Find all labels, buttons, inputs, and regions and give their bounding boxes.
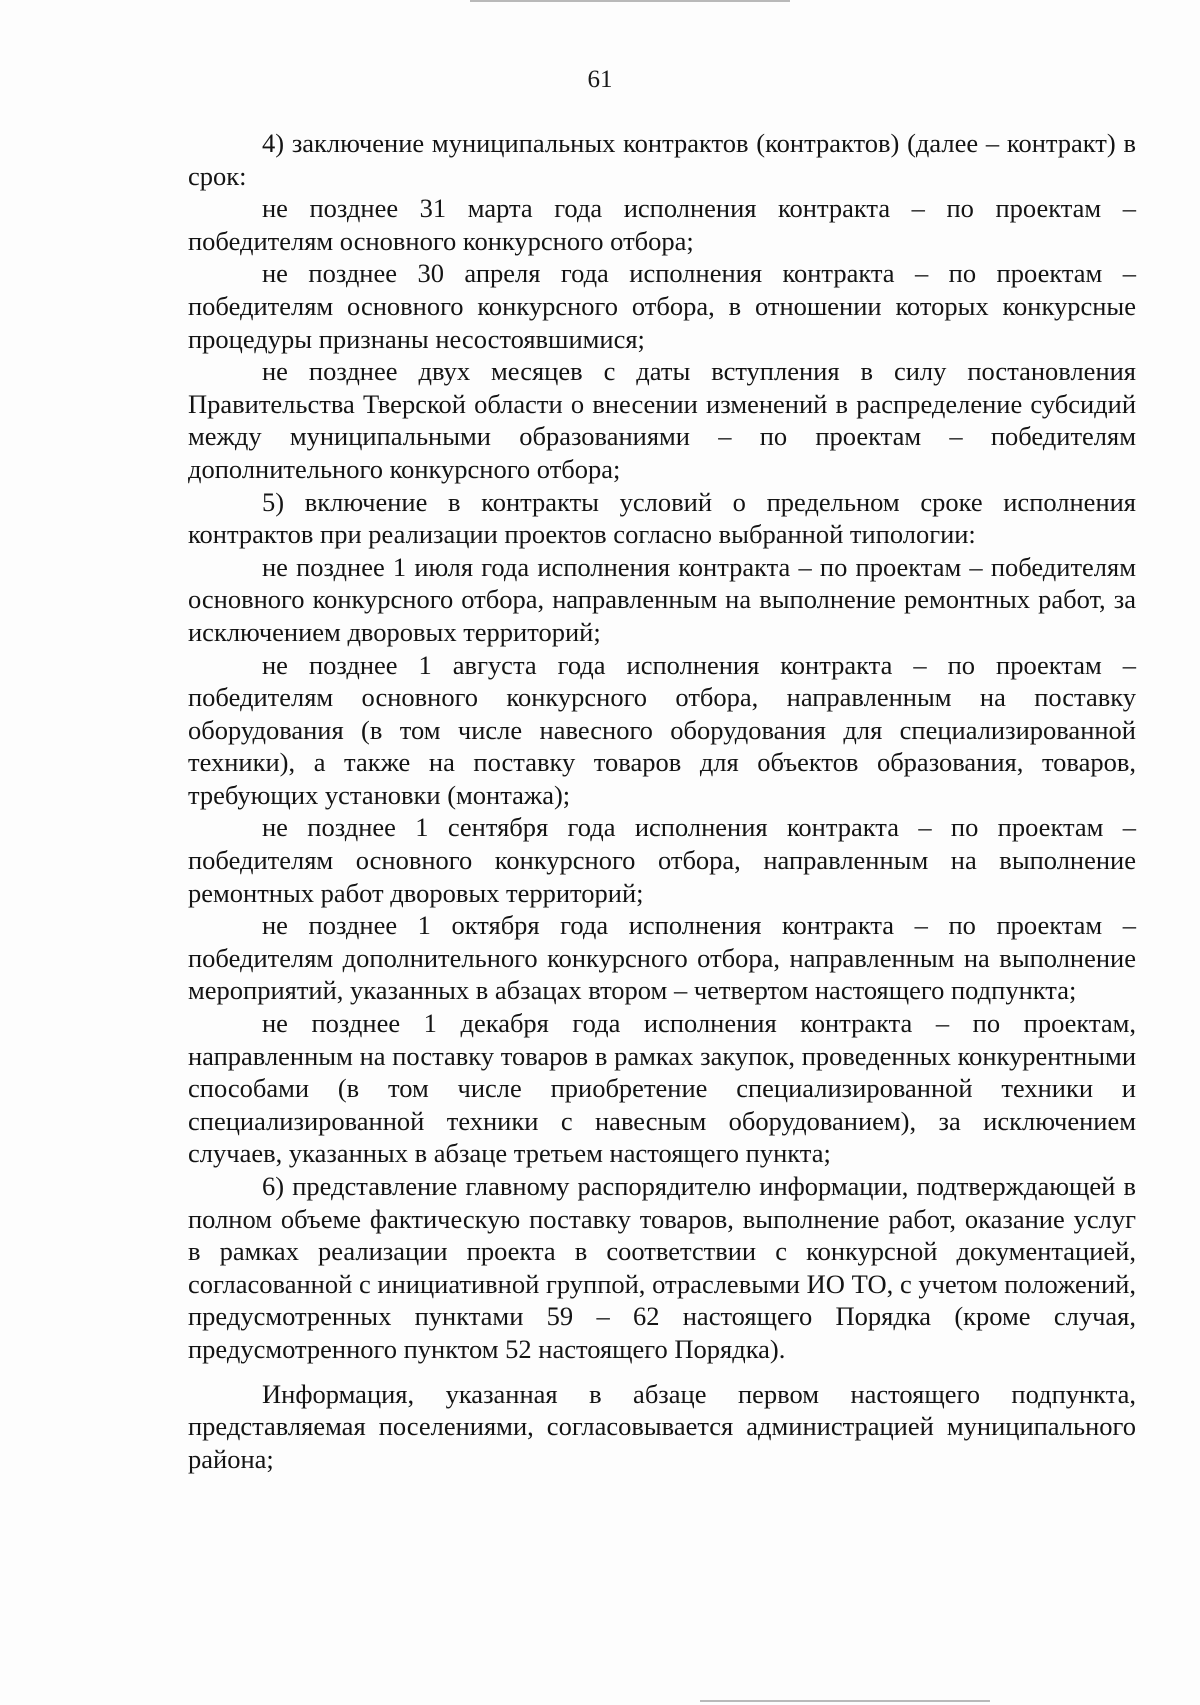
paragraph-deadline-march: не позднее 31 марта года исполнения контракта – по проектам – победителям основного конкурсного отбора; — [188, 193, 1136, 256]
paragraph-information-note: Информация, указанная в абзаце первом настоящего подпункта, представляемая поселениями, согласовывается администрацией муниципального района; — [188, 1378, 1136, 1474]
paragraph-deadline-december: не позднее 1 декабря года исполнения контракта – по проектам, направленным на поставку товаров в рамках закупок, проведенных конкурентными способами (в том числе приобретение специализированной техники и специализированной техники с навесным оборудованием), за исключением случаев, указанных в абзаце третьем настоящего пункта; — [188, 1008, 1136, 1169]
paragraph-deadline-two-months: не позднее двух месяцев с даты вступления в силу постановления Правительства Тверской области о внесении изменений в распределение субсидий между муниципальными образованиями – по проектам – победителям дополнительного конкурсного отбора; — [188, 356, 1136, 484]
scan-artifact-bottom — [700, 1700, 990, 1702]
scan-artifact-top — [470, 0, 790, 2]
document-body — [188, 127, 1136, 1475]
page-number: 61 — [587, 66, 613, 93]
paragraph-deadline-october: не позднее 1 октября года исполнения контракта – по проектам – победителям дополнительного конкурсного отбора, направленным на выполнение мероприятий, указанных в абзацах втором – четвертом настоящего подпункта; — [188, 910, 1136, 1006]
paragraph-deadline-april: не позднее 30 апреля года исполнения контракта – по проектам – победителям основного конкурсного отбора, в отношении которых конкурсные процедуры признаны несостоявшимися; — [188, 258, 1136, 354]
paragraph-deadline-august: не позднее 1 августа года исполнения контракта – по проектам – победителям основного конкурсного отбора, направленным на поставку оборудования (в том числе навесного оборудования для специализированной техники), а также на поставку товаров для объектов образования, товаров, требующих установки (монтажа); — [188, 649, 1136, 810]
paragraph-item-5: 5) включение в контракты условий о предельном сроке исполнения контрактов при реализации проектов согласно выбранной типологии: — [188, 486, 1136, 550]
paragraph-deadline-july: не позднее 1 июля года исполнения контракта – по проектам – победителям основного конкурсного отбора, направленным на выполнение ремонтных работ, за исключением дворовых территорий; — [188, 551, 1136, 647]
paragraph-deadline-september: не позднее 1 сентября года исполнения контракта – по проектам – победителям основного конкурсного отбора, направленным на выполнение ремонтных работ дворовых территорий; — [188, 812, 1136, 908]
paragraph-item-6: 6) представление главному распорядителю информации, подтверждающей в полном объеме фактическую поставку товаров, выполнение работ, оказание услуг в рамках реализации проекта в соответствии с конкурсной документацией, согласованной с инициативной группой, отраслевыми ИО ТО, с учетом положений, предусмотренных пунктами 59 – 62 настоящего Порядка (кроме случая, предусмотренного пунктом 52 настоящего Порядка). — [188, 1171, 1136, 1364]
paragraph-item-4: 4) заключение муниципальных контрактов (контрактов) (далее – контракт) в срок: — [188, 128, 1136, 191]
